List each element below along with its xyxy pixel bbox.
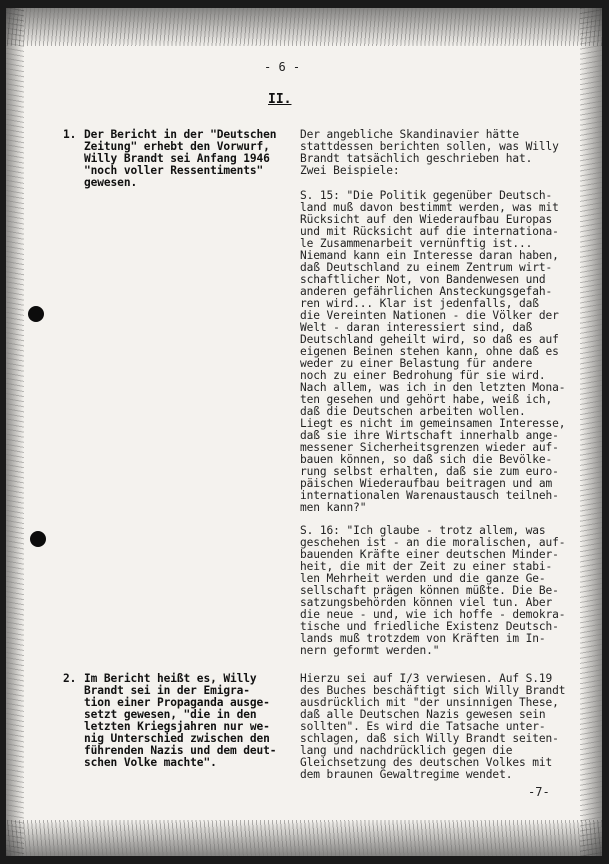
response-line: Zwei Beispiele: [300, 164, 400, 177]
quote-line: Rücksicht auf den Wiederaufbau Europas [300, 213, 553, 226]
quote-line: internationalen Warenaustausch teilneh- [300, 489, 559, 502]
quote-line: lands muß trotzdem von Kräften im In- [300, 632, 546, 645]
quote-line: rung selbst erhalten, daß sie zum euro- [300, 465, 559, 478]
quote-line: und mit Rücksicht auf die internationa- [300, 225, 559, 238]
item-claim-line: Im Bericht heißt es, Willy [84, 672, 257, 685]
item-claim-line: Der Bericht in der "Deutschen [84, 128, 277, 141]
quote-line: noch zu einer Bedrohung für sie wird. [300, 369, 546, 382]
quote-line: bauen können, so daß sich die Bevölke- [300, 453, 553, 466]
item-claim-line: Brandt sei in der Emigra- [84, 684, 250, 697]
response-line: des Buches beschäftigt sich Willy Brandt [300, 684, 566, 697]
quote-line: Niemand kann ein Interesse daran haben, [300, 249, 559, 262]
response-line: ausdrücklich mit "der unsinnigen These, [300, 696, 559, 709]
quote-line: nern geformt werden." [300, 644, 440, 657]
scan-edge-top [6, 8, 602, 46]
punch-hole [28, 306, 44, 322]
item-claim-line: Willy Brandt sei Anfang 1946 [84, 152, 270, 165]
response-line: lang und nachdrücklich gegen die [300, 744, 513, 757]
item-claim-line: gewesen. [84, 176, 138, 189]
quote-line: sellschaft prägen können müßte. Die Be- [300, 584, 559, 597]
quote-line: anderen gefährlichen Ansteckungsgefah- [300, 285, 553, 298]
response-line: Hierzu sei auf I/3 verwiesen. Auf S.19 [300, 672, 553, 685]
quote-line: heit, die mit der Zeit zu einer stabi- [300, 560, 553, 573]
quote-line: Nach allem, was ich in den letzten Mona- [300, 381, 566, 394]
quote-line: weder zu einer Belastung für andere [300, 357, 533, 370]
response-line: Brandt tatsächlich geschrieben hat. [300, 152, 533, 165]
quote-line: die Vereinten Nationen - die Völker der [300, 309, 559, 322]
quote-line: daß sie ihre Wirtschaft innerhalb ange- [300, 429, 559, 442]
quote-line: S. 16: "Ich glaube - trotz allem, was [300, 524, 546, 537]
quote-line: messener Sicherheitsgrenzen wieder auf- [300, 441, 559, 454]
quote-line: S. 15: "Die Politik gegenüber Deutsch- [300, 189, 553, 202]
document-page [6, 8, 602, 856]
quote-line: len Mehrheit werden und die ganze Ge- [300, 572, 546, 585]
next-page-indicator: -7- [528, 785, 550, 799]
response-line: sollten". Es wird die Tatsache unter- [300, 720, 546, 733]
item-claim-line: führenden Nazis und dem deut- [84, 744, 277, 757]
page-number: - 6 - [264, 60, 301, 74]
quote-line: men kann?" [300, 501, 367, 514]
response-line: schlagen, daß sich Willy Brandt seiten- [300, 732, 559, 745]
quote-line: bauenden Kräfte einer deutschen Minder- [300, 548, 559, 561]
item-claim-line: schen Volke machte". [84, 756, 217, 769]
scan-edge-left [6, 8, 24, 856]
scan-edge-bottom [6, 820, 602, 856]
quote-line: daß die Deutschen arbeiten wollen. [300, 405, 526, 418]
item-claim-line: Zeitung" erhebt den Vorwurf, [84, 140, 270, 153]
quote-line: die neue - und, wie ich hoffe - demokra- [300, 608, 566, 621]
quote-line: päischen Wiederaufbau beitragen und am [300, 477, 553, 490]
item-claim-line: setzt gewesen, "die in den [84, 708, 257, 721]
item-number: 1. [63, 128, 77, 141]
scan-edge-right [580, 8, 602, 856]
quote-line: tische und friedliche Existenz Deutsch- [300, 620, 559, 633]
quote-line: Liegt es nicht im gemeinsamen Interesse, [300, 417, 566, 430]
response-line: dem braunen Gewaltregime wendet. [300, 768, 513, 781]
response-line: Gleichsetzung des deutschen Volkes mit [300, 756, 553, 769]
item-claim-line: tion einer Propaganda ausge- [84, 696, 270, 709]
response-line: Der angebliche Skandinavier hätte [300, 128, 519, 141]
quote-line: schaftlicher Not, von Bandenwesen und [300, 273, 546, 286]
punch-hole [30, 531, 46, 547]
response-line: daß alle Deutschen Nazis gewesen sein [300, 708, 546, 721]
quote-line: Deutschland geheilt wird, so daß es auf [300, 333, 559, 346]
item-claim-line: nig Unterschied zwischen den [84, 732, 270, 745]
quote-line: le Zusammenarbeit vernünftig ist... [300, 237, 533, 250]
quote-line: ren wird... Klar ist jedenfalls, daß [300, 297, 539, 310]
quote-line: ten gesehen und gehört habe, weiß ich, [300, 393, 553, 406]
quote-line: daß Deutschland zu einem Zentrum wirt- [300, 261, 553, 274]
section-heading: II. [268, 92, 292, 107]
quote-line: satzungsbehörden können viel tun. Aber [300, 596, 553, 609]
quote-line: geschehen ist - an die moralischen, auf- [300, 536, 566, 549]
item-number: 2. [63, 672, 77, 685]
quote-line: Welt - daran interessiert sind, daß [300, 321, 533, 334]
item-claim-line: letzten Kriegsjahren nur we- [84, 720, 270, 733]
response-line: stattdessen berichten sollen, was Willy [300, 140, 559, 153]
quote-line: eigenen Beinen stehen kann, ohne daß es [300, 345, 559, 358]
quote-line: land muß davon bestimmt werden, was mit [300, 201, 559, 214]
item-claim-line: "noch voller Ressentiments" [84, 164, 264, 177]
